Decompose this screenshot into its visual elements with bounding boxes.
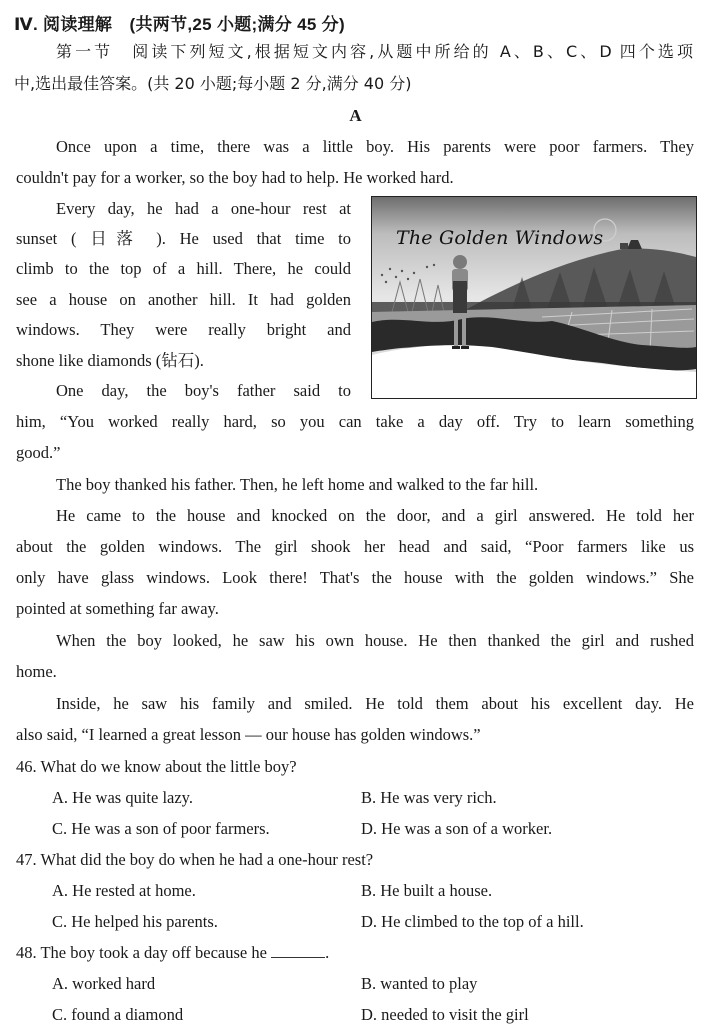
option-text: He was very rich.	[380, 788, 497, 807]
passage-p3-line2: him, “You worked really hard, so you can take a day off. Try to learn something	[16, 412, 694, 431]
passage-p2-line6: shone like diamonds (钻石).	[16, 351, 204, 370]
golden-windows-illustration	[371, 196, 697, 399]
passage-label: A	[349, 106, 362, 125]
option-letter: D.	[361, 912, 378, 931]
passage-p2-line4: see a house on another hill. It had golden	[16, 290, 351, 309]
option-text: He helped his parents.	[71, 912, 218, 931]
option-text: worked hard	[72, 974, 156, 993]
instructions-line-2: 中,选出最佳答案。(共 20 小题;每小题 2 分,满分 40 分)	[14, 74, 412, 93]
illustration-title: The Golden Windows	[396, 227, 604, 249]
passage-p6-line1: When the boy looked, he saw his own house. He then thanked the girl and rushed	[56, 631, 694, 650]
q46-option-b[interactable]	[361, 788, 497, 808]
passage-p2-line2: sunset ( 日落 ). He used that time to	[16, 229, 351, 248]
option-text: He climbed to the top of a hill.	[381, 912, 584, 931]
option-text: He was quite lazy.	[72, 788, 193, 807]
question-46	[16, 757, 297, 777]
option-letter: D.	[361, 1005, 378, 1024]
instructions-line-1: 第一节 阅读下列短文,根据短文内容,从题中所给的 A、B、C、D 四个选项	[56, 42, 693, 61]
passage-p5-line1: He came to the house and knocked on the door, and a girl answered. He told her	[56, 506, 694, 525]
option-letter: A.	[52, 974, 69, 993]
passage-p5-line2: about the golden windows. The girl shook her head and said, “Poor farmers like us	[16, 537, 694, 556]
question-number: 46.	[16, 757, 37, 776]
passage-p5-line3: only have glass windows. Look there! That's the house with the golden windows.” She	[16, 568, 694, 587]
passage-p4-line1: The boy thanked his father. Then, he left home and walked to the far hill.	[56, 475, 539, 494]
passage-p2-line3: climb to the top of a hill. There, he could	[16, 259, 351, 278]
question-48	[16, 943, 329, 963]
option-letter: B.	[361, 788, 377, 807]
option-letter: C.	[52, 819, 68, 838]
option-letter: D.	[361, 819, 378, 838]
option-text: found a diamond	[71, 1005, 184, 1024]
question-number: 48.	[16, 943, 37, 962]
passage-p7-line1: Inside, he saw his family and smiled. He told them about his excellent day. He	[56, 694, 694, 713]
q46-option-a[interactable]	[52, 788, 193, 808]
q47-option-c[interactable]	[52, 912, 218, 932]
passage-p6-line2: home.	[16, 662, 57, 681]
q48-option-a[interactable]	[52, 974, 155, 994]
q48-option-b[interactable]	[361, 974, 477, 994]
option-text: He rested at home.	[72, 881, 196, 900]
question-number: 47.	[16, 850, 37, 869]
option-text: wanted to play	[380, 974, 478, 993]
question-stem: The boy took a day off because he	[40, 943, 267, 962]
option-letter: C.	[52, 1005, 68, 1024]
option-letter: B.	[361, 974, 377, 993]
option-text: He was a son of a worker.	[381, 819, 553, 838]
q46-option-d[interactable]	[361, 819, 552, 839]
option-letter: A.	[52, 788, 69, 807]
question-stem: What do we know about the little boy?	[40, 757, 297, 776]
passage-p3-line3: good.”	[16, 443, 61, 462]
question-47	[16, 850, 373, 870]
option-text: He was a son of poor farmers.	[71, 819, 270, 838]
passage-p2-line1: Every day, he had a one-hour rest at	[56, 199, 351, 218]
question-stem: What did the boy do when he had a one-hour rest?	[40, 850, 374, 869]
passage-p5-line4: pointed at something far away.	[16, 599, 219, 618]
q47-option-b[interactable]	[361, 881, 492, 901]
option-letter: B.	[361, 881, 377, 900]
passage-p3-line1: One day, the boy's father said to	[56, 381, 351, 400]
question-stem-end: .	[325, 943, 330, 962]
option-text: needed to visit the girl	[381, 1005, 529, 1024]
q47-option-a[interactable]	[52, 881, 196, 901]
passage-p1-line1: Once upon a time, there was a little boy. His parents were poor farmers. They	[56, 137, 694, 156]
passage-p2-line5: windows. They were really bright and	[16, 320, 351, 339]
q48-option-d[interactable]	[361, 1005, 529, 1025]
section-title: Ⅳ. 阅读理解 (共两节,25 小题;满分 45 分)	[14, 15, 345, 34]
answer-blank[interactable]	[271, 943, 325, 958]
option-letter: A.	[52, 881, 69, 900]
option-letter: C.	[52, 912, 68, 931]
passage-p7-line2: also said, “I learned a great lesson — our house has golden windows.”	[16, 725, 481, 744]
option-text: He built a house.	[380, 881, 493, 900]
passage-p1-line2: couldn't pay for a worker, so the boy had to help. He worked hard.	[16, 168, 454, 187]
q46-option-c[interactable]	[52, 819, 270, 839]
q47-option-d[interactable]	[361, 912, 584, 932]
q48-option-c[interactable]	[52, 1005, 183, 1025]
